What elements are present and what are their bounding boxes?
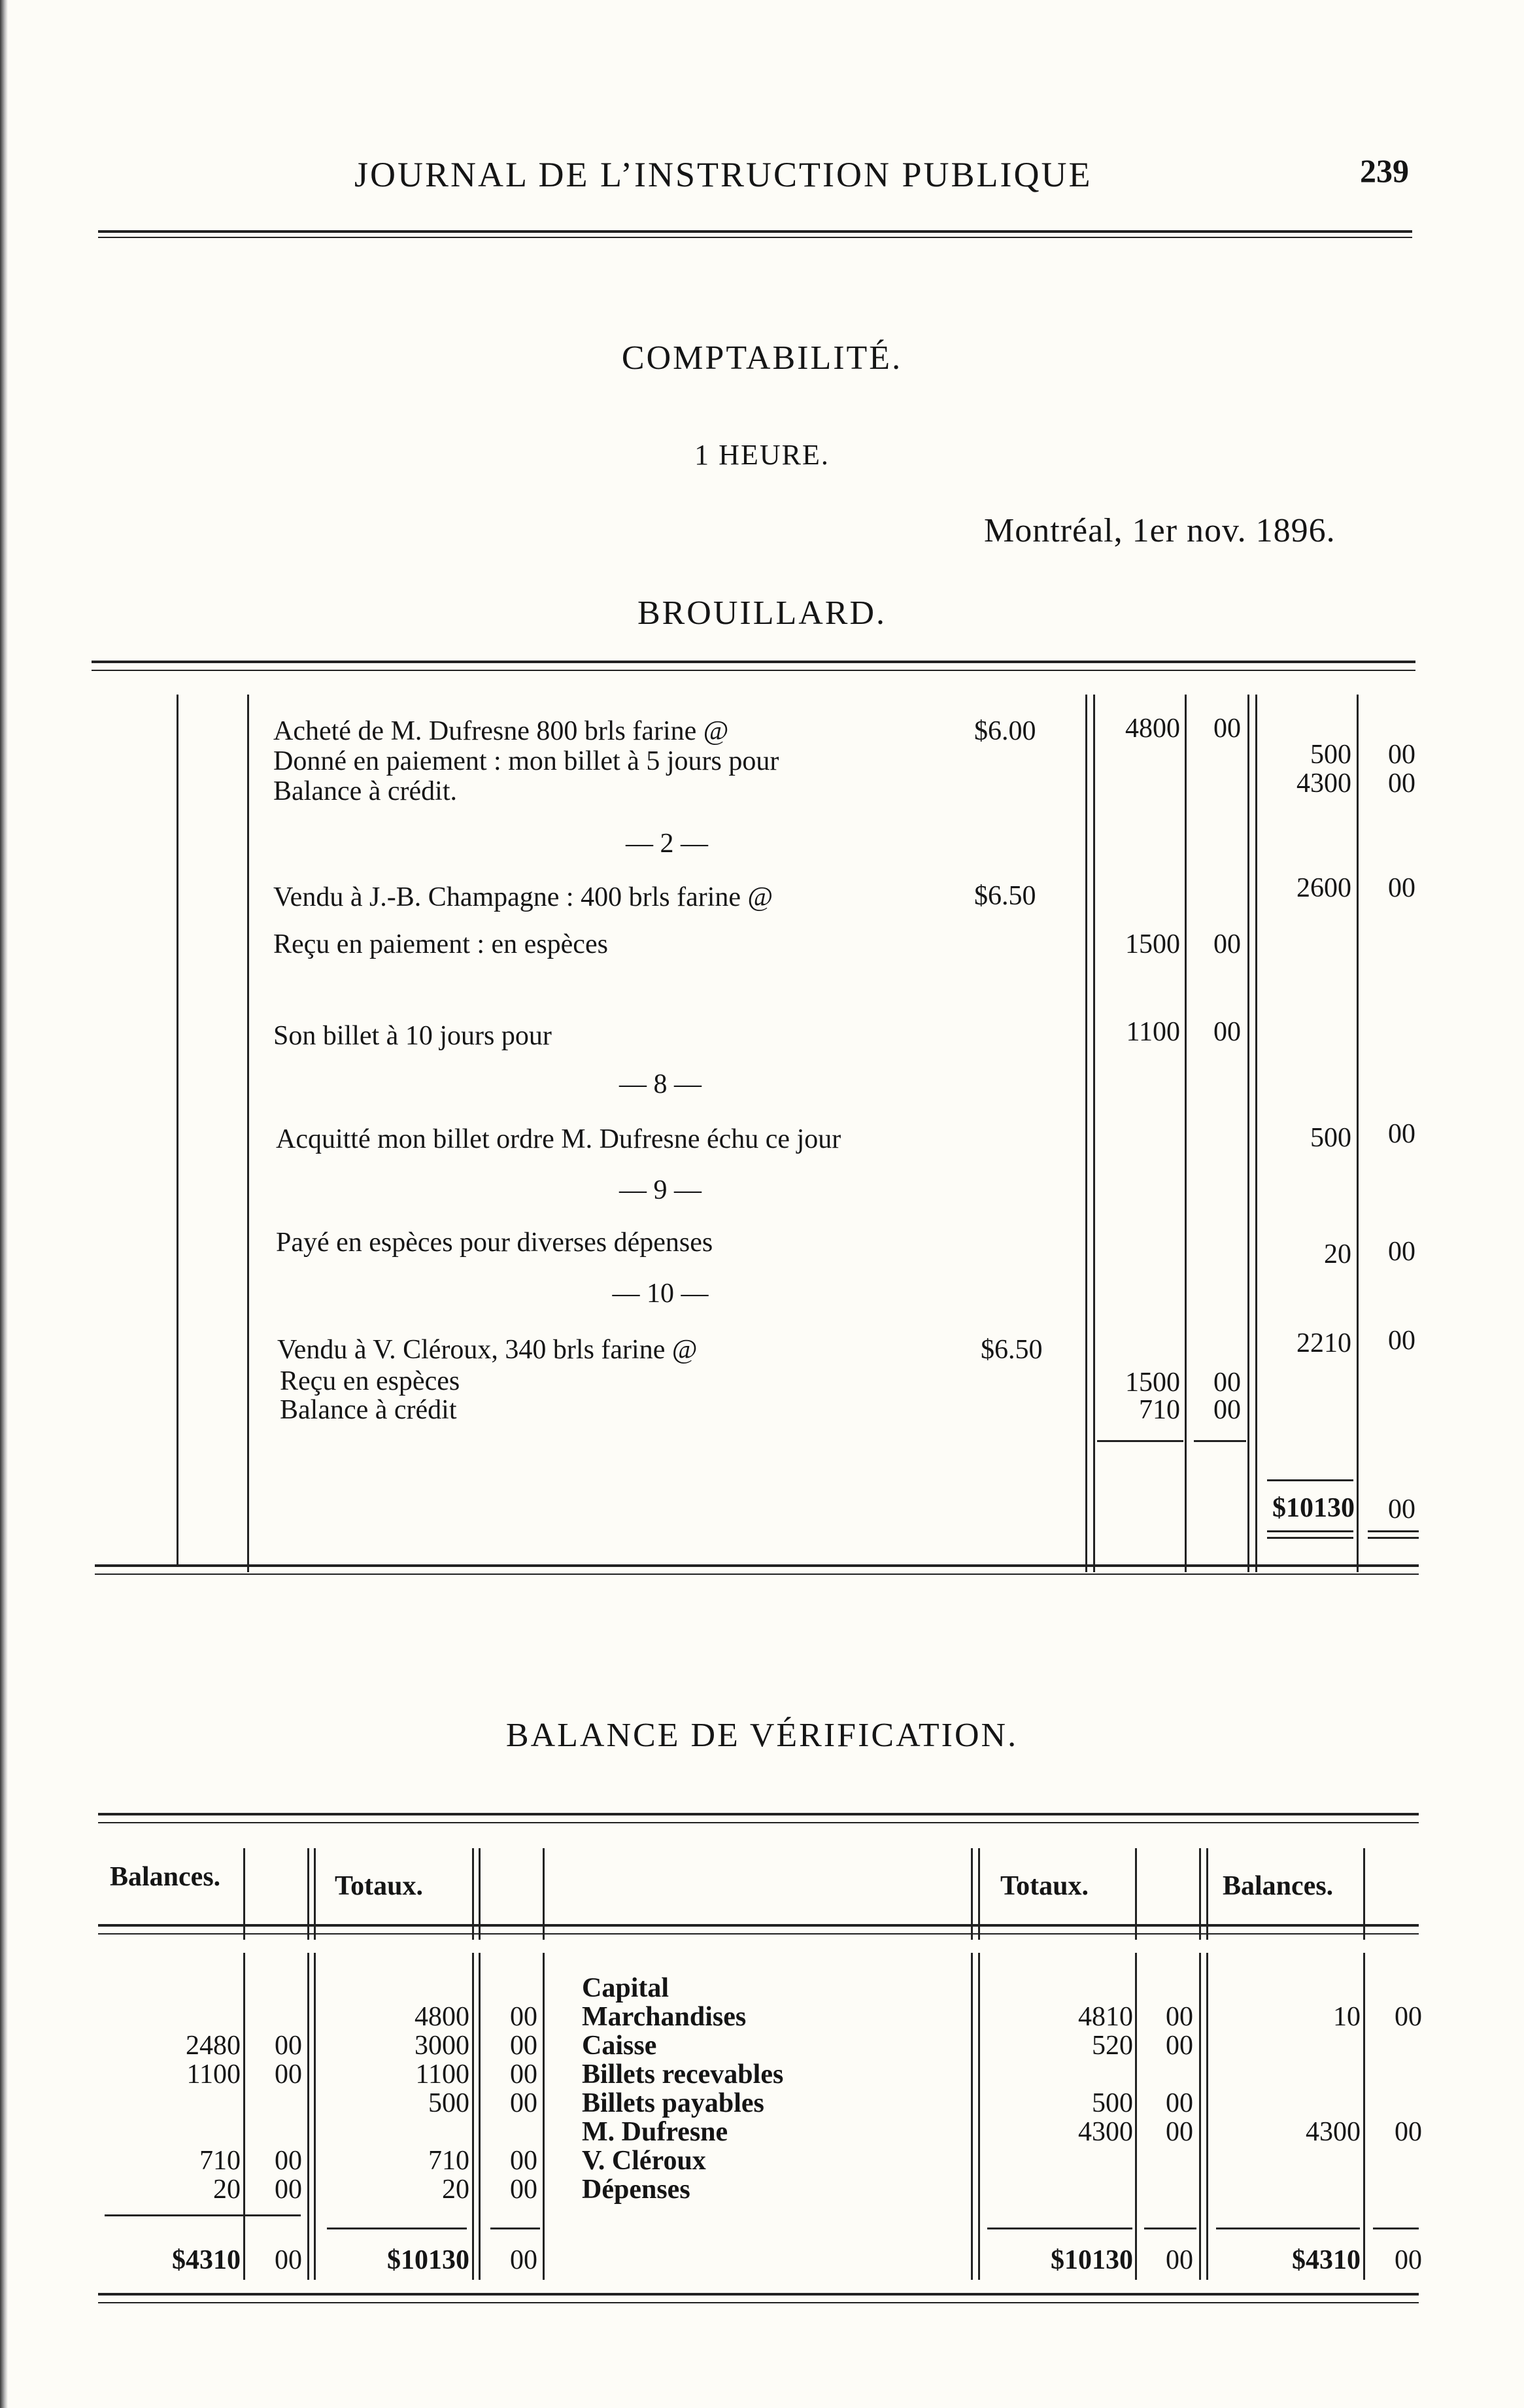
total-credit: 4810 bbox=[1078, 2002, 1133, 2032]
debit-cents: 00 bbox=[1213, 1395, 1241, 1425]
brouillard-total: $10130 bbox=[1272, 1493, 1355, 1523]
time-heading: 1 HEURE. bbox=[694, 439, 830, 471]
total-credit: 500 bbox=[1092, 2088, 1133, 2118]
total-credit: 520 bbox=[1092, 2031, 1133, 2061]
account-name: Dépenses bbox=[582, 2175, 690, 2205]
col-rule bbox=[472, 1953, 474, 2280]
balance-bottom-rule-thin bbox=[98, 2302, 1419, 2303]
header-balances-left: Balances. bbox=[110, 1862, 221, 1892]
col-rule bbox=[1185, 695, 1187, 1572]
account-name: Marchandises bbox=[582, 2002, 747, 2032]
brouillard-total-cents: 00 bbox=[1388, 1494, 1415, 1524]
total-debit-total: $10130 bbox=[387, 2245, 469, 2275]
brouillard-top-rule-thin bbox=[92, 670, 1415, 671]
total-debit-cents: 00 bbox=[510, 2175, 537, 2205]
col-rule bbox=[1199, 1953, 1201, 2280]
section-title: COMPTABILITÉ. bbox=[621, 339, 903, 377]
total-credit-cents: 00 bbox=[1166, 2117, 1193, 2147]
total-rule bbox=[1144, 2227, 1196, 2229]
date-mark: — 2 — bbox=[626, 829, 708, 859]
balance-debit: 20 bbox=[213, 2175, 241, 2205]
balance-top-rule bbox=[98, 1813, 1419, 1815]
debit-amount: 4800 bbox=[1125, 714, 1180, 744]
total-debit: 3000 bbox=[415, 2031, 469, 2061]
account-name: Caisse bbox=[582, 2031, 657, 2061]
total-debit-cents: 00 bbox=[510, 2002, 537, 2032]
entry-text: Balance à crédit bbox=[280, 1395, 457, 1425]
brouillard-top-rule bbox=[92, 661, 1415, 663]
entry-text: Acquitté mon billet ordre M. Dufresne échu ce jour bbox=[276, 1124, 841, 1154]
total-debit-cents: 00 bbox=[510, 2059, 537, 2090]
col-rule bbox=[314, 1953, 316, 2280]
col-rule bbox=[971, 1953, 973, 2280]
brouillard-title: BROUILLARD. bbox=[637, 594, 887, 632]
col-rule bbox=[243, 1953, 245, 2280]
total-rule bbox=[105, 2214, 301, 2216]
date-mark: — 8 — bbox=[619, 1069, 702, 1099]
total-debit: 710 bbox=[428, 2146, 469, 2176]
total-credit: 4300 bbox=[1078, 2117, 1133, 2147]
col-rule bbox=[1093, 695, 1095, 1572]
col-rule bbox=[1247, 695, 1249, 1572]
credit-amount: 2210 bbox=[1296, 1328, 1351, 1358]
date-line: Montréal, 1er nov. 1896. bbox=[984, 512, 1336, 549]
total-debit-cents: 00 bbox=[510, 2031, 537, 2061]
balance-debit-cents: 00 bbox=[275, 2059, 302, 2090]
balance-debit-cents: 00 bbox=[275, 2175, 302, 2205]
credit-amount: 2600 bbox=[1296, 873, 1351, 903]
total-credit-cents: 00 bbox=[1166, 2002, 1193, 2032]
total-debit: 20 bbox=[442, 2175, 469, 2205]
col-rule bbox=[247, 695, 249, 1572]
entry-text: Son billet à 10 jours pour bbox=[273, 1021, 552, 1051]
header-totaux-left: Totaux. bbox=[335, 1871, 424, 1901]
balance-debit-total-cents: 00 bbox=[275, 2245, 302, 2275]
debit-cents: 00 bbox=[1213, 1017, 1241, 1047]
balance-debit-cents: 00 bbox=[275, 2146, 302, 2176]
account-name: V. Cléroux bbox=[582, 2146, 706, 2176]
total-credit-total-cents: 00 bbox=[1166, 2245, 1193, 2275]
header-rule bbox=[98, 230, 1412, 233]
total-underline bbox=[1368, 1530, 1419, 1532]
total-credit-cents: 00 bbox=[1166, 2031, 1193, 2061]
debit-amount: 1500 bbox=[1125, 929, 1180, 959]
header-bottom-rule bbox=[98, 1924, 1419, 1927]
credit-cents: 00 bbox=[1388, 1119, 1415, 1149]
balance-credit: 4300 bbox=[1306, 2117, 1361, 2147]
subtotal-rule bbox=[1194, 1440, 1246, 1442]
debit-amount: 1100 bbox=[1126, 1017, 1180, 1047]
col-rule bbox=[1363, 1953, 1365, 2280]
brouillard-bottom-rule-thin bbox=[95, 1574, 1419, 1575]
header-bottom-rule-thin bbox=[98, 1933, 1419, 1935]
total-rule bbox=[1373, 2227, 1419, 2229]
col-rule bbox=[1135, 1953, 1137, 2280]
credit-cents: 00 bbox=[1388, 740, 1415, 770]
total-debit: 4800 bbox=[415, 2002, 469, 2032]
account-name: Billets recevables bbox=[582, 2059, 784, 2090]
total-debit: 1100 bbox=[415, 2059, 469, 2090]
total-debit: 500 bbox=[428, 2088, 469, 2118]
subtotal-rule bbox=[1097, 1440, 1183, 1442]
col-rule bbox=[543, 1953, 545, 2280]
balance-debit-cents: 00 bbox=[275, 2031, 302, 2061]
balance-credit-total-cents: 00 bbox=[1395, 2245, 1422, 2275]
account-name: Capital bbox=[582, 1973, 669, 2003]
balance-top-rule-thin bbox=[98, 1822, 1419, 1823]
header-totaux-right: Totaux. bbox=[1000, 1871, 1089, 1901]
running-title: JOURNAL DE L’INSTRUCTION PUBLIQUE bbox=[354, 155, 1092, 194]
col-rule bbox=[1357, 695, 1359, 1572]
total-underline bbox=[1267, 1530, 1353, 1532]
entry-text: Vendu à V. Cléroux, 340 brls farine @ bbox=[277, 1335, 698, 1365]
entry-text: Payé en espèces pour diverses dépenses bbox=[276, 1228, 713, 1258]
balance-debit: 1100 bbox=[186, 2059, 241, 2090]
page-number: 239 bbox=[1360, 152, 1409, 189]
total-credit-total: $10130 bbox=[1051, 2245, 1133, 2275]
credit-cents: 00 bbox=[1388, 1326, 1415, 1356]
total-rule bbox=[1267, 1479, 1353, 1481]
total-debit-cents: 00 bbox=[510, 2088, 537, 2118]
balance-credit: 10 bbox=[1333, 2002, 1361, 2032]
col-rule bbox=[307, 1953, 309, 2280]
credit-cents: 00 bbox=[1388, 1237, 1415, 1267]
debit-cents: 00 bbox=[1213, 1367, 1241, 1398]
balance-debit: 2480 bbox=[186, 2031, 241, 2061]
brouillard-bottom-rule bbox=[95, 1564, 1419, 1567]
credit-amount: 4300 bbox=[1296, 768, 1351, 799]
credit-amount: 20 bbox=[1324, 1239, 1351, 1269]
credit-amount: 500 bbox=[1310, 1123, 1351, 1153]
balance-bottom-rule bbox=[98, 2293, 1419, 2296]
debit-amount: 710 bbox=[1139, 1395, 1180, 1425]
debit-cents: 00 bbox=[1213, 714, 1241, 744]
balance-credit-total: $4310 bbox=[1292, 2245, 1361, 2275]
total-underline bbox=[1368, 1537, 1419, 1539]
balance-credit-cents: 00 bbox=[1395, 2117, 1422, 2147]
header-balances-right: Balances. bbox=[1223, 1871, 1334, 1901]
balance-title: BALANCE DE VÉRIFICATION. bbox=[505, 1717, 1019, 1754]
date-mark: — 10 — bbox=[612, 1279, 709, 1309]
date-mark: — 9 — bbox=[619, 1175, 702, 1205]
entry-text: Balance à crédit. bbox=[273, 776, 457, 806]
entry-price: $6.00 bbox=[974, 716, 1036, 746]
balance-debit-total: $4310 bbox=[172, 2245, 241, 2275]
entry-text: Donné en paiement : mon billet à 5 jours pour bbox=[273, 746, 779, 776]
total-underline bbox=[1267, 1537, 1353, 1539]
entry-text: Vendu à J.-B. Champagne : 400 brls farine @ bbox=[273, 882, 773, 912]
balance-debit: 710 bbox=[199, 2146, 241, 2176]
col-rule bbox=[479, 1953, 481, 2280]
entry-text: Acheté de M. Dufresne 800 brls farine @ bbox=[273, 716, 729, 746]
account-name: Billets payables bbox=[582, 2088, 764, 2118]
total-debit-total-cents: 00 bbox=[510, 2245, 537, 2275]
credit-cents: 00 bbox=[1388, 873, 1415, 903]
entry-price: $6.50 bbox=[981, 1335, 1043, 1365]
col-rule bbox=[1085, 695, 1087, 1572]
total-credit-cents: 00 bbox=[1166, 2088, 1193, 2118]
col-rule bbox=[1255, 695, 1257, 1572]
col-rule bbox=[978, 1953, 980, 2280]
header-rule-thin bbox=[98, 237, 1412, 238]
entry-text: Reçu en paiement : en espèces bbox=[273, 929, 608, 959]
entry-price: $6.50 bbox=[974, 881, 1036, 911]
total-rule bbox=[490, 2227, 540, 2229]
total-rule bbox=[987, 2227, 1132, 2229]
total-debit-cents: 00 bbox=[510, 2146, 537, 2176]
col-rule bbox=[177, 695, 178, 1564]
entry-text: Reçu en espèces bbox=[280, 1366, 460, 1396]
account-name: M. Dufresne bbox=[582, 2117, 728, 2147]
total-rule bbox=[327, 2227, 467, 2229]
credit-amount: 500 bbox=[1310, 740, 1351, 770]
balance-credit-cents: 00 bbox=[1395, 2002, 1422, 2032]
credit-cents: 00 bbox=[1388, 768, 1415, 799]
col-rule bbox=[1206, 1953, 1208, 2280]
total-rule bbox=[1216, 2227, 1360, 2229]
debit-cents: 00 bbox=[1213, 929, 1241, 959]
debit-amount: 1500 bbox=[1125, 1367, 1180, 1398]
